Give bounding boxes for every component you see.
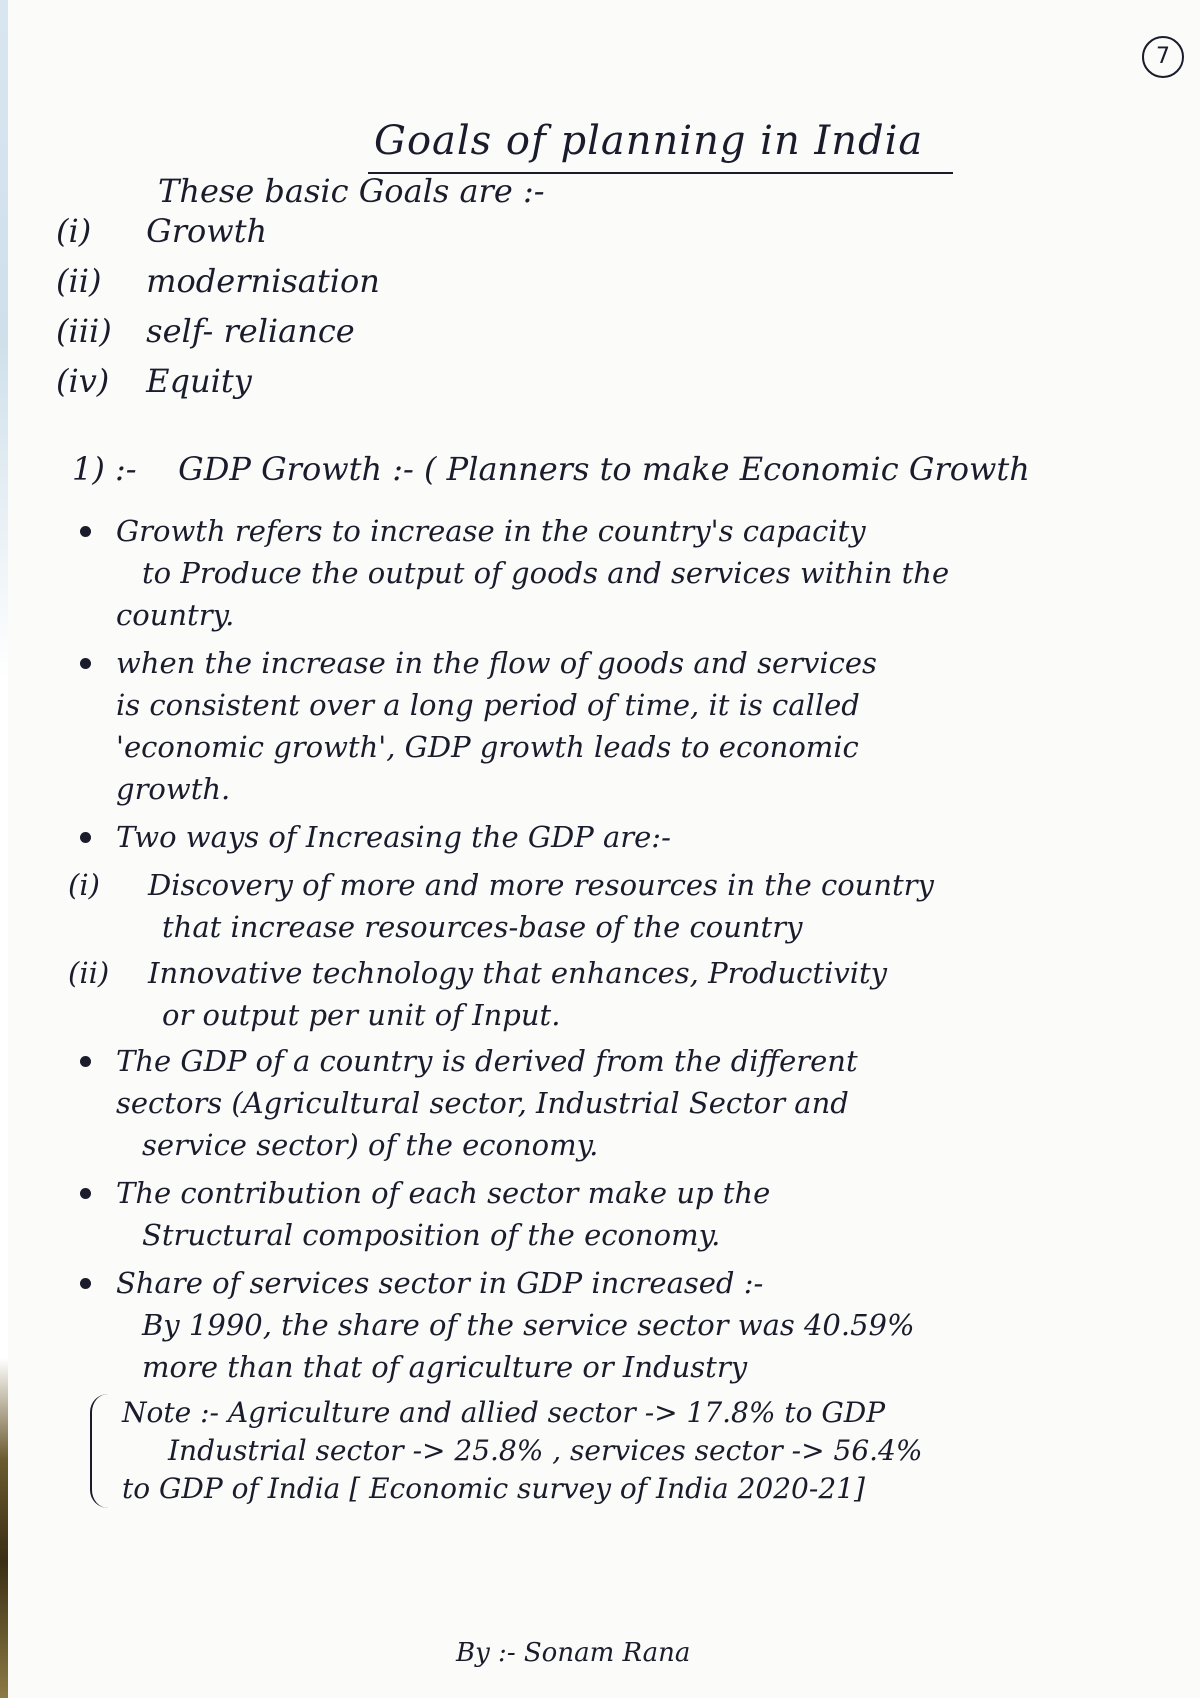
text-line: or output per unit of Input. [162, 998, 561, 1032]
goal-label: self- reliance [146, 312, 355, 350]
sub-item [68, 864, 1198, 948]
note-line: to GDP of India [ Economic survey of India 2020-21] [122, 1472, 865, 1505]
bullet-dot-icon [80, 1056, 91, 1067]
intro-text: These basic Goals are :- [158, 172, 545, 210]
bullet-dot-icon [80, 1188, 91, 1199]
text-line: By 1990, the share of the service sector was 40.59% [142, 1308, 915, 1342]
text-line: Structural composition of the economy. [142, 1218, 721, 1252]
goal-label: Equity [146, 362, 252, 400]
text-line: sectors (Agricultural sector, Industrial Sector and [116, 1086, 849, 1120]
bullet-paragraph [68, 642, 1198, 810]
goal-marker: (ii) [56, 262, 102, 300]
text-line: Discovery of more and more resources in the country [148, 868, 934, 902]
bullet-dot-icon [80, 526, 91, 537]
bullet-dot-icon [80, 658, 91, 669]
goal-item [56, 312, 380, 362]
sub-item [68, 952, 1198, 1036]
bullet-dot-icon [80, 1278, 91, 1289]
goals-list [56, 212, 380, 412]
section-title: GDP Growth [178, 450, 382, 488]
bullet-paragraph [68, 1172, 1198, 1256]
note-line: Note :- Agriculture and allied sector -> 17.8% to GDP [122, 1396, 886, 1429]
section-number: 1) :- [72, 450, 137, 488]
text-line: The contribution of each sector make up the [116, 1176, 771, 1210]
page-number: 7 [1142, 36, 1184, 78]
notes-body [68, 510, 1198, 1508]
section-note: :- ( Planners to make Economic Growth [392, 450, 1030, 488]
note-line: Industrial sector -> 25.8% , services sector -> 56.4% [168, 1434, 923, 1467]
bullet-paragraph [68, 1040, 1198, 1166]
notebook-page [8, 0, 1200, 1698]
text-line: when the increase in the flow of goods and services [116, 646, 877, 680]
text-line: Growth refers to increase in the country's capacity [116, 514, 866, 548]
text-line: service sector) of the economy. [142, 1128, 599, 1162]
text-line: Two ways of Increasing the GDP are:- [116, 820, 671, 854]
goal-marker: (iii) [56, 312, 112, 350]
text-line: Share of services sector in GDP increased :- [116, 1266, 764, 1300]
bullet-paragraph [68, 1262, 1198, 1388]
goal-label: Growth [146, 212, 268, 250]
text-line: The GDP of a country is derived from the different [116, 1044, 858, 1078]
goal-item [56, 262, 380, 312]
sub-marker: (ii) [68, 956, 110, 990]
goal-label: modernisation [146, 262, 380, 300]
bullet-dot-icon [80, 832, 91, 843]
sub-marker: (i) [68, 868, 100, 902]
section-heading [72, 450, 1200, 488]
text-line: that increase resources-base of the country [162, 910, 803, 944]
text-line: is consistent over a long period of time, it is called [116, 688, 860, 722]
text-line: to Produce the output of goods and services within the [142, 556, 950, 590]
text-line: growth. [116, 772, 231, 806]
goal-item [56, 362, 380, 412]
bullet-paragraph [68, 510, 1198, 636]
text-line: Innovative technology that enhances, Productivity [148, 956, 888, 990]
goal-item [56, 212, 380, 262]
text-line: more than that of agriculture or Industry [142, 1350, 748, 1384]
author-credit: By :- Sonam Rana [456, 1638, 691, 1668]
goal-marker: (i) [56, 212, 92, 250]
page-title: Goals of planning in India [368, 118, 953, 174]
bullet-paragraph [68, 816, 1198, 858]
goal-marker: (iv) [56, 362, 110, 400]
text-line: country. [116, 598, 235, 632]
note-box [90, 1394, 1198, 1508]
text-line: 'economic growth', GDP growth leads to economic [116, 730, 859, 764]
